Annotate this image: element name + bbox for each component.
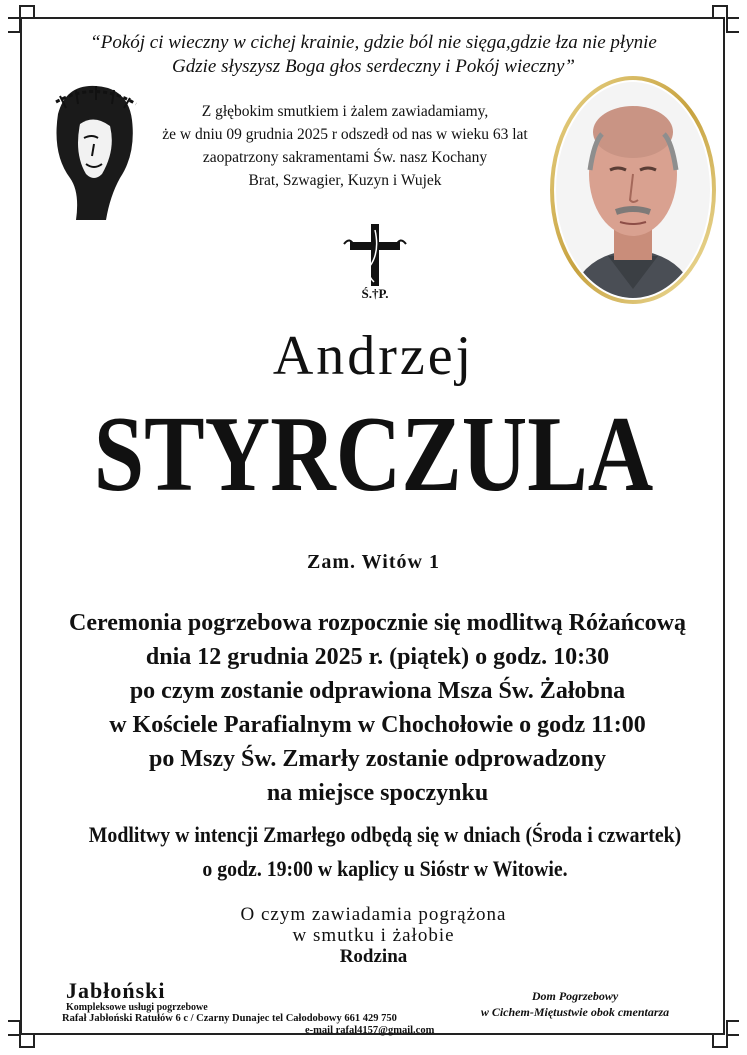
corner-ornament-top-left bbox=[6, 4, 40, 38]
poem-line-2: Gdzie słyszysz Boga głos serdeczny i Pokój wieczny” bbox=[172, 56, 575, 77]
funeral-home-logo bbox=[66, 980, 208, 1013]
home-line-2: w Cichem-Miętustwie obok cmentarza bbox=[480, 1005, 670, 1019]
closing-note bbox=[0, 904, 747, 967]
portrait-photo bbox=[548, 74, 718, 306]
ceremony-details bbox=[20, 606, 735, 810]
ceremony-line-5: po Mszy Św. Zmarły zostanie odprowadzony bbox=[149, 746, 606, 772]
ceremony-line-6: na miejsce spoczynku bbox=[266, 780, 489, 806]
home-line-1: Dom Pogrzebowy bbox=[531, 989, 619, 1003]
logo-subtitle: Kompleksowe usługi pogrzebowe bbox=[66, 1002, 208, 1013]
footer-email: e-mail rafal4157@gmail.com bbox=[305, 1025, 435, 1036]
corner-ornament-bottom-right bbox=[707, 1015, 741, 1049]
cross-icon bbox=[340, 222, 410, 304]
cross-label: Ś.†P. bbox=[361, 286, 389, 301]
funeral-home-location bbox=[460, 988, 690, 1020]
closing-line-2: w smutku i żałobie bbox=[292, 925, 455, 946]
ceremony-line-2: dnia 12 grudnia 2025 r. (piątek) o godz. 10:30 bbox=[145, 644, 610, 670]
jesus-icon bbox=[36, 74, 144, 222]
prayer-line-1: Modlitwy w intencji Zmarłego odbędą się w dniach (Środa i czwartek) bbox=[88, 822, 682, 847]
intro-line-4: Brat, Szwagier, Kuzyn i Wujek bbox=[248, 172, 442, 189]
ceremony-line-4: w Kościele Parafialnym w Chochołowie o godz 11:00 bbox=[109, 712, 646, 738]
ceremony-line-3: po czym zostanie odprawiona Msza Św. Żałobna bbox=[129, 678, 626, 704]
closing-line-1: O czym zawiadamia pogrążona bbox=[240, 904, 507, 925]
announcement-intro bbox=[140, 100, 550, 192]
intro-line-3: zaopatrzony sakramentami Św. nasz Kochany bbox=[202, 149, 488, 166]
intro-line-2: że w dniu 09 grudnia 2025 r odszedł od nas w wieku 63 lat bbox=[162, 126, 528, 143]
deceased-surname: STYRCZULA bbox=[93, 395, 654, 514]
deceased-first-name: Andrzej bbox=[272, 325, 475, 387]
deceased-address: Zam. Witów 1 bbox=[307, 551, 440, 573]
intro-line-1: Z głębokim smutkiem i żalem zawiadamiamy, bbox=[201, 103, 489, 120]
poem-quote bbox=[40, 31, 707, 79]
ceremony-line-1: Ceremonia pogrzebowa rozpocznie się modlitwą Różańcową bbox=[68, 610, 686, 636]
corner-ornament-bottom-left bbox=[6, 1015, 40, 1049]
footer-contact: Rafał Jabłoński Ratułów 6 c / Czarny Dunajec tel Całodobowy 661 429 750 bbox=[62, 1013, 397, 1024]
prayer-line-2: o godz. 19:00 w kaplicy u Sióstr w Witowie. bbox=[202, 856, 568, 881]
logo-name: Jabłoński bbox=[66, 978, 166, 1003]
closing-family: Rodzina bbox=[339, 946, 408, 967]
prayer-details bbox=[40, 818, 730, 886]
poem-line-1: “Pokój ci wieczny w cichej krainie, gdzie ból nie sięga,gdzie łza nie płynie bbox=[90, 32, 657, 53]
corner-ornament-top-right bbox=[707, 4, 741, 38]
